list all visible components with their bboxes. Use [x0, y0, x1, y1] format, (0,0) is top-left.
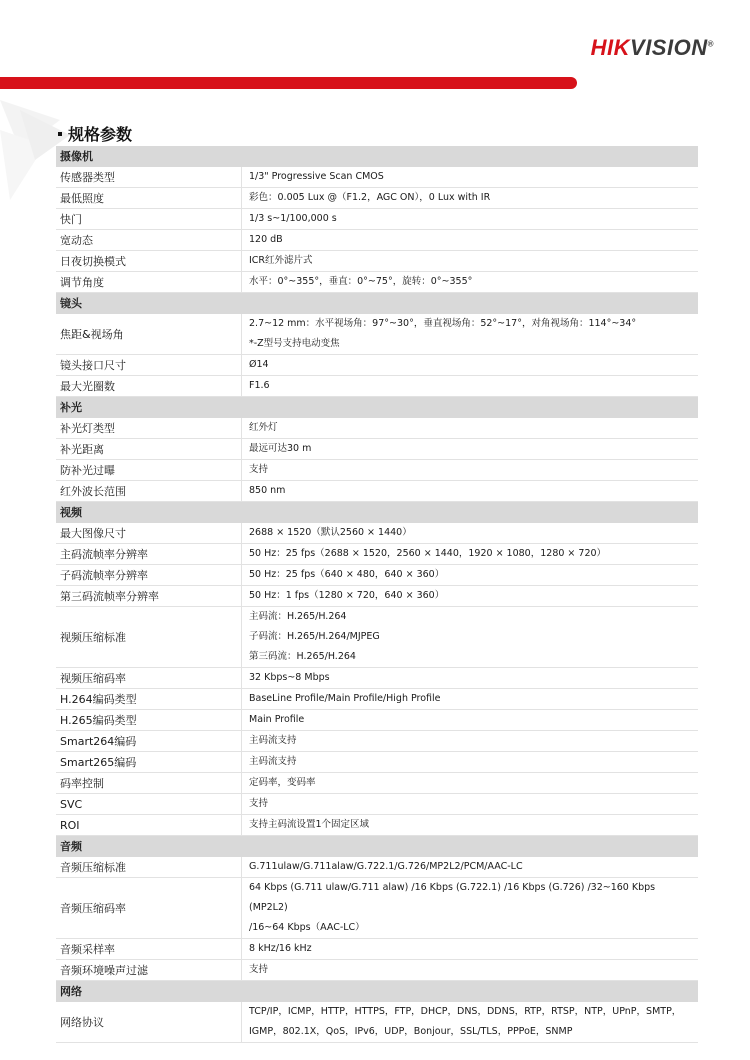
spec-key: H.264编码类型	[56, 689, 242, 710]
spec-value-line: *-Z型号支持电动变焦	[249, 338, 340, 349]
spec-value	[242, 565, 699, 586]
spec-row	[56, 668, 698, 689]
spec-value	[242, 586, 699, 607]
category-row	[56, 981, 698, 1002]
spec-row	[56, 167, 698, 188]
spec-value-line: TCP/IP，ICMP，HTTP，HTTPS，FTP，DHCP，DNS，DDNS，RTP，RTSP，NTP，UPnP，SMTP，	[249, 1006, 682, 1017]
brand-logo-part1: HIK	[590, 35, 631, 60]
spec-row	[56, 773, 698, 794]
spec-key: 最低照度	[56, 188, 242, 209]
spec-value-line: 2.7~12 mm：水平视场角：97°~30°，垂直视场角：52°~17°，对角视场角：114°~34°	[249, 318, 637, 329]
spec-value	[242, 376, 699, 397]
spec-value-line: 主码流支持	[249, 756, 297, 767]
spec-value	[242, 251, 699, 272]
spec-row	[56, 439, 698, 460]
spec-row	[56, 460, 698, 481]
spec-row	[56, 939, 698, 960]
category-row	[56, 502, 698, 523]
spec-key: 调节角度	[56, 272, 242, 293]
spec-value-line: 水平：0°~355°，垂直：0°~75°，旋转：0°~355°	[249, 276, 473, 287]
spec-row	[56, 418, 698, 439]
bullet-square-icon	[58, 132, 62, 136]
spec-row	[56, 815, 698, 836]
category-title: 音频	[56, 836, 698, 857]
spec-key: Smart265编码	[56, 752, 242, 773]
spec-value-line: 主码流：H.265/H.264	[249, 611, 347, 622]
spec-value-line: ICR红外滤片式	[249, 255, 313, 266]
spec-value	[242, 668, 699, 689]
page-title-text: 规格参数	[68, 125, 133, 144]
spec-value	[242, 481, 699, 502]
page-title	[58, 122, 132, 145]
spec-value	[242, 939, 699, 960]
spec-row	[56, 188, 698, 209]
spec-value-line: 1/3" Progressive Scan CMOS	[249, 171, 384, 182]
spec-value-line: 64 Kbps (G.711 ulaw/G.711 alaw) /16 Kbps (G.722.1) /16 Kbps (G.726) /32~160 Kbps (MP2L2)	[249, 882, 656, 913]
spec-row	[56, 607, 698, 668]
spec-value-line: F1.6	[249, 380, 270, 391]
spec-value-line: 2688 × 1520（默认2560 × 1440）	[249, 527, 412, 538]
spec-value-line: 32 Kbps~8 Mbps	[249, 672, 330, 683]
category-title: 补光	[56, 397, 698, 418]
spec-row	[56, 230, 698, 251]
spec-value-line: 支持	[249, 964, 269, 975]
spec-row	[56, 960, 698, 981]
spec-key: 网络协议	[56, 1002, 242, 1043]
spec-key: 音频压缩码率	[56, 878, 242, 939]
spec-value-line: 最远可达30 m	[249, 443, 312, 454]
spec-value-line: 支持	[249, 464, 269, 475]
spec-value	[242, 460, 699, 481]
spec-value	[242, 439, 699, 460]
spec-key: 传感器类型	[56, 167, 242, 188]
spec-row	[56, 565, 698, 586]
spec-key: 子码流帧率分辨率	[56, 565, 242, 586]
spec-key: 码率控制	[56, 773, 242, 794]
spec-value-line: 50 Hz：1 fps（1280 × 720，640 × 360）	[249, 590, 445, 601]
spec-row	[56, 752, 698, 773]
spec-value	[242, 523, 699, 544]
spec-value	[242, 272, 699, 293]
spec-row	[56, 1002, 698, 1043]
spec-value-line: 第三码流：H.265/H.264	[249, 651, 356, 662]
spec-value	[242, 815, 699, 836]
spec-key: 日夜切换模式	[56, 251, 242, 272]
spec-value	[242, 857, 699, 878]
spec-value	[242, 689, 699, 710]
spec-value-line: /16~64 Kbps（AAC-LC）	[249, 922, 365, 933]
spec-key: 视频压缩标准	[56, 607, 242, 668]
spec-key: 防补光过曝	[56, 460, 242, 481]
header-red-bar	[0, 77, 577, 89]
brand-logo	[591, 35, 714, 61]
spec-key: 补光距离	[56, 439, 242, 460]
spec-row	[56, 209, 698, 230]
spec-row	[56, 376, 698, 397]
spec-key: H.265编码类型	[56, 710, 242, 731]
spec-value-line: 子码流：H.265/H.264/MJPEG	[249, 631, 380, 642]
spec-value-line: 支持	[249, 798, 269, 809]
spec-key: Smart264编码	[56, 731, 242, 752]
spec-row	[56, 355, 698, 376]
category-title: 网络	[56, 981, 698, 1002]
spec-row	[56, 794, 698, 815]
spec-value	[242, 752, 699, 773]
spec-value-line: 50 Hz：25 fps（2688 × 1520，2560 × 1440，1920 × 1080，1280 × 720）	[249, 548, 607, 559]
spec-value	[242, 960, 699, 981]
brand-logo-part2: VISION	[630, 35, 708, 60]
category-row	[56, 397, 698, 418]
spec-row	[56, 314, 698, 355]
spec-row	[56, 523, 698, 544]
spec-key: 红外波长范围	[56, 481, 242, 502]
spec-value	[242, 418, 699, 439]
spec-key: ROI	[56, 815, 242, 836]
spec-key: 补光灯类型	[56, 418, 242, 439]
spec-key: 镜头接口尺寸	[56, 355, 242, 376]
category-row	[56, 146, 698, 167]
category-title: 摄像机	[56, 146, 698, 167]
spec-row	[56, 857, 698, 878]
category-title: 镜头	[56, 293, 698, 314]
spec-value-line: BaseLine Profile/Main Profile/High Profile	[249, 693, 441, 704]
spec-value-line: 红外灯	[249, 422, 278, 433]
spec-key: 音频压缩标准	[56, 857, 242, 878]
spec-value-line: Ø14	[249, 359, 269, 370]
spec-row	[56, 878, 698, 939]
spec-row	[56, 689, 698, 710]
registered-mark: ®	[707, 39, 714, 49]
spec-value-line: 120 dB	[249, 234, 283, 245]
spec-key: 最大图像尺寸	[56, 523, 242, 544]
spec-row	[56, 251, 698, 272]
spec-value	[242, 607, 699, 668]
spec-value	[242, 188, 699, 209]
category-row	[56, 293, 698, 314]
spec-key: 音频采样率	[56, 939, 242, 960]
spec-key: 主码流帧率分辨率	[56, 544, 242, 565]
spec-value-line: 主码流支持	[249, 735, 297, 746]
spec-key: 最大光圈数	[56, 376, 242, 397]
spec-value-line: 定码率，变码率	[249, 777, 316, 788]
spec-value	[242, 230, 699, 251]
category-title: 视频	[56, 502, 698, 523]
spec-value	[242, 314, 699, 355]
spec-row	[56, 710, 698, 731]
spec-key: 焦距&视场角	[56, 314, 242, 355]
spec-value	[242, 544, 699, 565]
spec-value	[242, 209, 699, 230]
spec-value-line: 1/3 s~1/100,000 s	[249, 213, 337, 224]
spec-row	[56, 586, 698, 607]
spec-row	[56, 731, 698, 752]
spec-value-line: 彩色：0.005 Lux @（F1.2，AGC ON），0 Lux with IR	[249, 192, 491, 203]
spec-value-line: 支持主码流设置1个固定区域	[249, 819, 370, 830]
spec-table	[56, 146, 698, 1043]
spec-value-line: Main Profile	[249, 714, 305, 725]
spec-value-line: 50 Hz：25 fps（640 × 480，640 × 360）	[249, 569, 445, 580]
spec-key: 快门	[56, 209, 242, 230]
spec-value	[242, 710, 699, 731]
category-row	[56, 836, 698, 857]
spec-key: 视频压缩码率	[56, 668, 242, 689]
spec-row	[56, 481, 698, 502]
spec-value-line: G.711ulaw/G.711alaw/G.722.1/G.726/MP2L2/PCM/AAC-LC	[249, 861, 523, 872]
spec-value	[242, 1002, 699, 1043]
spec-value	[242, 773, 699, 794]
spec-row	[56, 272, 698, 293]
spec-key: 第三码流帧率分辨率	[56, 586, 242, 607]
spec-value-line: 8 kHz/16 kHz	[249, 943, 312, 954]
spec-value	[242, 878, 699, 939]
spec-value	[242, 731, 699, 752]
spec-key: SVC	[56, 794, 242, 815]
spec-value-line: 850 nm	[249, 485, 286, 496]
spec-value	[242, 794, 699, 815]
spec-value-line: IGMP，802.1X，QoS，IPv6，UDP，Bonjour，SSL/TLS，PPPoE，SNMP	[249, 1026, 573, 1037]
spec-row	[56, 544, 698, 565]
spec-value	[242, 167, 699, 188]
spec-key: 音频环境噪声过滤	[56, 960, 242, 981]
spec-key: 宽动态	[56, 230, 242, 251]
spec-value	[242, 355, 699, 376]
